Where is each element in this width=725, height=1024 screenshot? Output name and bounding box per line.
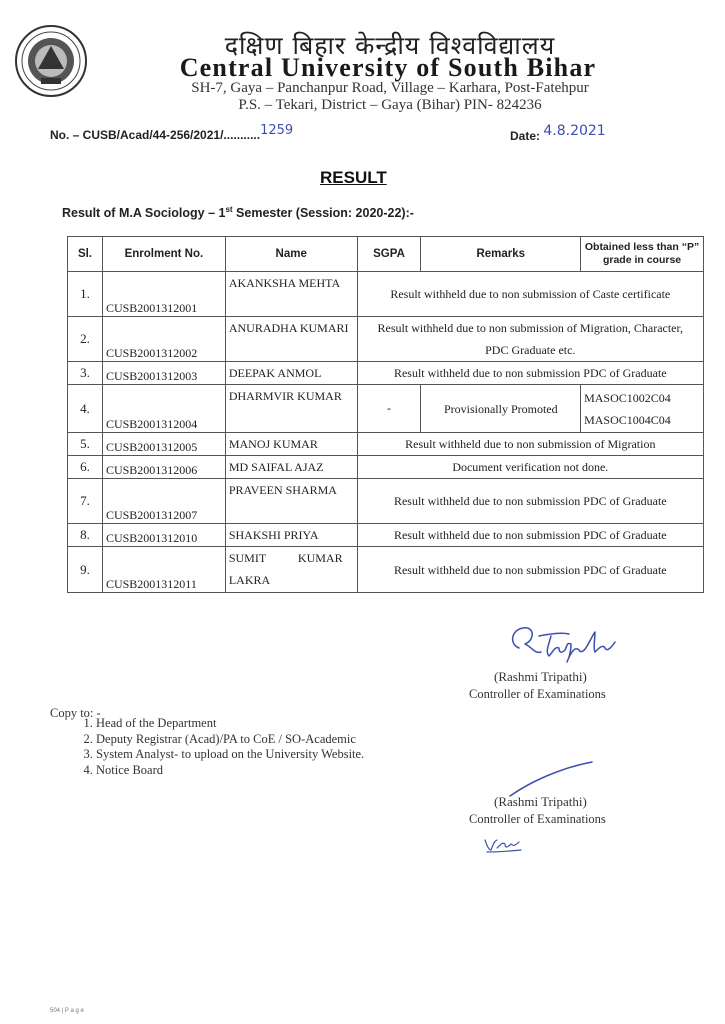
table-row [68,385,704,433]
name-cell: DEEPAK ANMOL [225,362,357,385]
column-header-remarks: Remarks [421,237,581,272]
course-code: MASOC1004C04 [584,412,671,427]
issue-date [510,123,606,144]
enrolment-cell: CUSB2001312006 [102,456,225,479]
signatory-name: (Rashmi Tripathi) [494,669,587,684]
sl-cell: 8. [68,524,103,547]
column-header-sgpa: SGPA [357,237,421,272]
remark-cell: Document verification not done. [357,456,703,479]
course-cell [581,385,704,433]
remark-cell: Result withheld due to non submission of Caste certificate [357,272,703,317]
university-seal-icon [14,24,88,98]
enrolment-cell: CUSB2001312007 [102,479,225,524]
sl-cell: 3. [68,362,103,385]
remark-cell: Result withheld due to non submission of Migration [357,433,703,456]
signatory-name: (Rashmi Tripathi) [494,794,587,809]
list-item: 2. Deputy Registrar (Acad)/PA to CoE / SO-Academic [96,732,364,748]
sl-cell: 9. [68,547,103,593]
name-cell: PRAVEEN SHARMA [225,479,357,524]
course-code: MASOC1002C04 [584,390,671,405]
table-row [68,362,704,385]
reference-label: No. – CUSB/Acad/44-256/2021/. [50,128,227,142]
table-row [68,479,704,524]
page-heading: RESULT [320,168,387,187]
sl-cell: 4. [68,385,103,433]
enrolment-cell: CUSB2001312001 [102,272,225,317]
remark-cell: Result withheld due to non submission of Migration, Character, PDC Graduate etc. [357,317,703,362]
signature-1-image [505,622,623,666]
sl-cell: 6. [68,456,103,479]
sl-cell: 1. [68,272,103,317]
list-item: 3. System Analyst- to upload on the University Website. [96,747,364,763]
university-name-hindi: दक्षिण बिहार केन्द्रीय विश्वविद्यालय [224,31,556,60]
table-row [68,524,704,547]
enrolment-cell: CUSB2001312005 [102,433,225,456]
remark-cell: Result withheld due to non submission PDC of Graduate [357,362,703,385]
enrolment-cell: CUSB2001312002 [102,317,225,362]
column-header-enrolment: Enrolment No. [102,237,225,272]
enrolment-cell: CUSB2001312003 [102,362,225,385]
date-label: Date: [510,129,541,143]
enrolment-cell: CUSB2001312011 [102,547,225,593]
remark-cell: Result withheld due to non submission PDC of Graduate [357,547,703,593]
remark-cell: Result withheld due to non submission PDC of Graduate [357,524,703,547]
sl-cell: 2. [68,317,103,362]
name-cell: SUMIT KUMAR LAKRA [225,547,357,593]
result-subheading: Result of M.A Sociology – 1st Semester (Session: 2020-22):- [62,205,414,221]
copy-to-list [62,716,364,778]
table-row [68,547,704,593]
initials-mark [483,836,523,854]
copy-to-label: Copy to: - [50,706,101,720]
address-line-2: P.S. – Tekari, District – Gaya (Bihar) PIN- 824236 [238,97,542,113]
page-footer: 504 | P a g e [50,1008,84,1014]
address-line-1: SH-7, Gaya – Panchanpur Road, Village – Karhara, Post-Fatehpur [191,80,589,96]
list-item: 1. Head of the Department [96,716,364,732]
signatory-designation: Controller of Examinations [469,812,606,826]
table-header-row [68,237,704,272]
list-item: 4. Notice Board [96,763,364,779]
table-row [68,317,704,362]
name-cell: ANURADHA KUMARI [225,317,357,362]
sgpa-cell: - [357,385,421,433]
remark-cell: Result withheld due to non submission PDC of Graduate [357,479,703,524]
name-cell: DHARMVIR KUMAR [225,385,357,433]
handwritten-date: 4.8.2021 [543,123,606,139]
name-cell: AKANKSHA MEHTA [225,272,357,317]
name-cell: MANOJ KUMAR [225,433,357,456]
handwritten-number: 1259 [260,123,294,138]
signatory-designation: Controller of Examinations [469,687,606,701]
result-table [67,236,704,593]
enrolment-cell: CUSB2001312010 [102,524,225,547]
university-name-english: Central University of South Bihar [179,53,597,82]
enrolment-cell: CUSB2001312004 [102,385,225,433]
reference-number: No. – CUSB/Acad/44-256/2021/...........1259 [50,123,294,142]
sl-cell: 5. [68,433,103,456]
name-cell: SHAKSHI PRIYA [225,524,357,547]
column-header-obtained: Obtained less than “P” grade in course [581,237,704,272]
column-header-sl: Sl. [68,237,103,272]
table-row [68,433,704,456]
remark-cell: Provisionally Promoted [421,385,581,433]
sl-cell: 7. [68,479,103,524]
column-header-name: Name [225,237,357,272]
table-row [68,456,704,479]
name-cell: MD SAIFAL AJAZ [225,456,357,479]
table-row [68,272,704,317]
